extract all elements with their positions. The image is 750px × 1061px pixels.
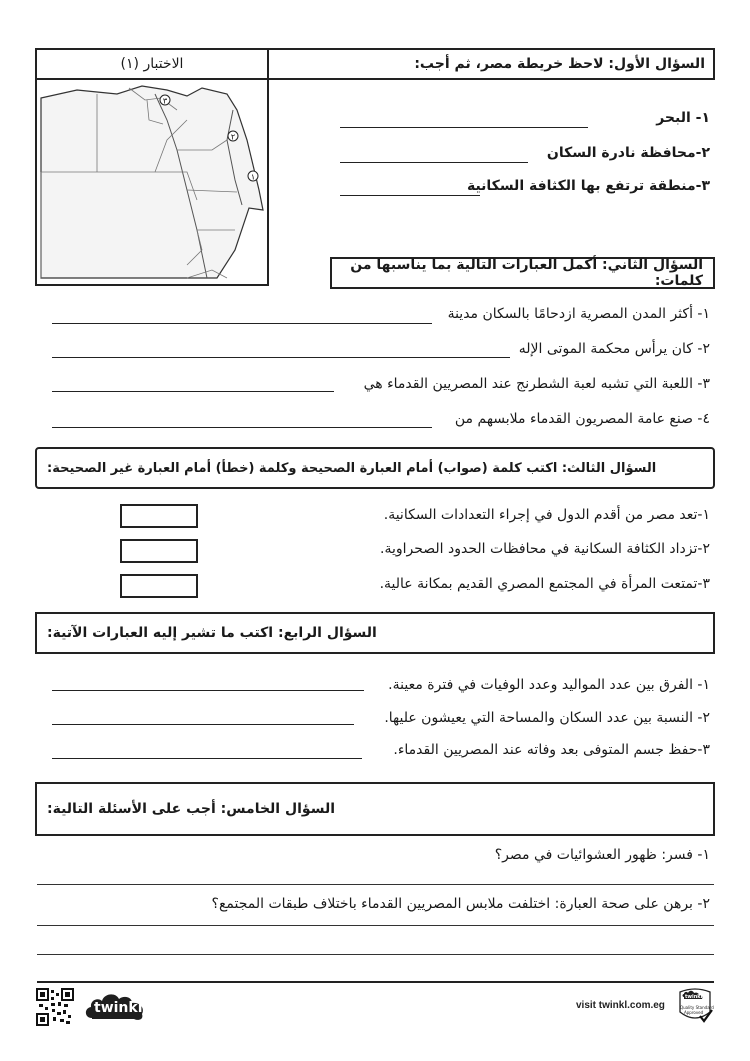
q1-item-3: ٣-منطقة ترتفع بها الكثافة السكانية <box>466 178 710 194</box>
q3-item-2: ٢-تزداد الكثافة السكانية في محافظات الحدود الصحراوية. <box>380 541 710 557</box>
map-marker-1 <box>248 171 258 182</box>
badge-line-1: Quality Standard <box>680 1005 714 1010</box>
q1-item-1: ١- البحر <box>656 110 710 126</box>
q4-title-box <box>35 612 715 654</box>
footer-divider <box>37 981 714 983</box>
q3-answer-box-1[interactable] <box>120 504 198 528</box>
svg-text:١: ١ <box>250 172 256 182</box>
q1-item-2: ٢-محافظة نادرة السكان <box>546 145 710 161</box>
q1-answer-line-2[interactable] <box>340 162 528 163</box>
q2-item-1: ١- أكثر المدن المصرية ازدحامًا بالسكان مدينة <box>447 306 710 322</box>
map-marker-3 <box>160 95 170 106</box>
q2-item-4: ٤- صنع عامة المصريون القدماء ملابسهم من <box>454 411 710 427</box>
q3-item-1: ١-تعد مصر من أقدم الدول في إجراء التعدادات السكانية. <box>383 507 710 523</box>
q4-answer-line-1[interactable] <box>52 690 364 691</box>
q4-item-2: ٢- النسبة بين عدد السكان والمساحة التي يعيشون عليها. <box>384 710 710 726</box>
egypt-map <box>37 80 267 284</box>
q5-answer-line-3[interactable] <box>37 954 714 955</box>
egypt-outline <box>41 86 263 278</box>
q5-title-box <box>35 782 715 836</box>
q2-answer-line-2[interactable] <box>52 357 510 358</box>
badge-line-2: Approved <box>684 1010 704 1015</box>
q3-title: السؤال الثالث: اكتب كلمة (صواب) أمام العبارة الصحيحة وكلمة (خطأ) أمام العبارة غير الصحيحة: <box>47 460 657 476</box>
badge-brand: twinkl <box>685 994 703 1000</box>
visit-twinkl-link[interactable]: visit twinkl.com.eg <box>576 1000 665 1011</box>
q2-item-2: ٢- كان يرأس محكمة الموتى الإله <box>518 341 710 357</box>
q4-answer-line-2[interactable] <box>52 724 354 725</box>
q1-answer-line-1[interactable] <box>340 127 588 128</box>
q5-item-2: ٢- برهن على صحة العبارة: اختلفت ملابس المصريين القدماء باختلاف طبقات المجتمع؟ <box>211 896 710 912</box>
test-title-box <box>35 48 269 80</box>
qr-code[interactable] <box>36 988 74 1026</box>
q4-item-1: ١- الفرق بين عدد المواليد وعدد الوفيات في فترة معينة. <box>388 677 710 693</box>
q3-title-box <box>35 447 715 489</box>
twinkl-logo[interactable] <box>82 988 148 1024</box>
svg-text:٢: ٢ <box>230 132 236 142</box>
q3-answer-box-3[interactable] <box>120 574 198 598</box>
q4-answer-line-3[interactable] <box>52 758 362 759</box>
q5-title: السؤال الخامس: أجب على الأسئلة التالية: <box>47 801 336 817</box>
q2-item-3: ٣- اللعبة التي تشبه لعبة الشطرنج عند المصريين القدماء هي <box>363 376 710 392</box>
q1-title-box <box>267 48 715 80</box>
q2-title-box <box>330 257 715 289</box>
q1-title: السؤال الأول: لاحظ خريطة مصر، ثم أجب: <box>414 56 705 72</box>
svg-text:٣: ٣ <box>162 96 168 106</box>
q3-answer-box-2[interactable] <box>120 539 198 563</box>
map-box <box>35 78 269 286</box>
q5-item-1: ١- فسر: ظهور العشوائيات في مصر؟ <box>494 847 710 863</box>
test-title: الاختبار (١) <box>120 56 184 72</box>
q2-answer-line-1[interactable] <box>52 323 432 324</box>
q4-title: السؤال الرابع: اكتب ما تشير إليه العبارات الآتية: <box>47 625 377 641</box>
qr-code-icon <box>36 988 74 1026</box>
q2-answer-line-3[interactable] <box>52 391 334 392</box>
quality-badge <box>676 986 714 1026</box>
q2-title: السؤال الثاني: أكمل العبارات التالية بما يناسبها من كلمات: <box>350 257 703 289</box>
q5-answer-line-1[interactable] <box>37 884 714 885</box>
q1-answer-line-3[interactable] <box>340 195 480 196</box>
q4-item-3: ٣-حفظ جسم المتوفى بعد وفاته عند المصريين القدماء. <box>393 742 710 758</box>
q2-answer-line-4[interactable] <box>52 427 432 428</box>
map-marker-2 <box>228 131 238 142</box>
q5-answer-line-2[interactable] <box>37 925 714 926</box>
twinkl-logo-text: twinkl <box>94 1000 143 1016</box>
q3-item-3: ٣-تمتعت المرأة في المجتمع المصري القديم بمكانة عالية. <box>379 576 710 592</box>
